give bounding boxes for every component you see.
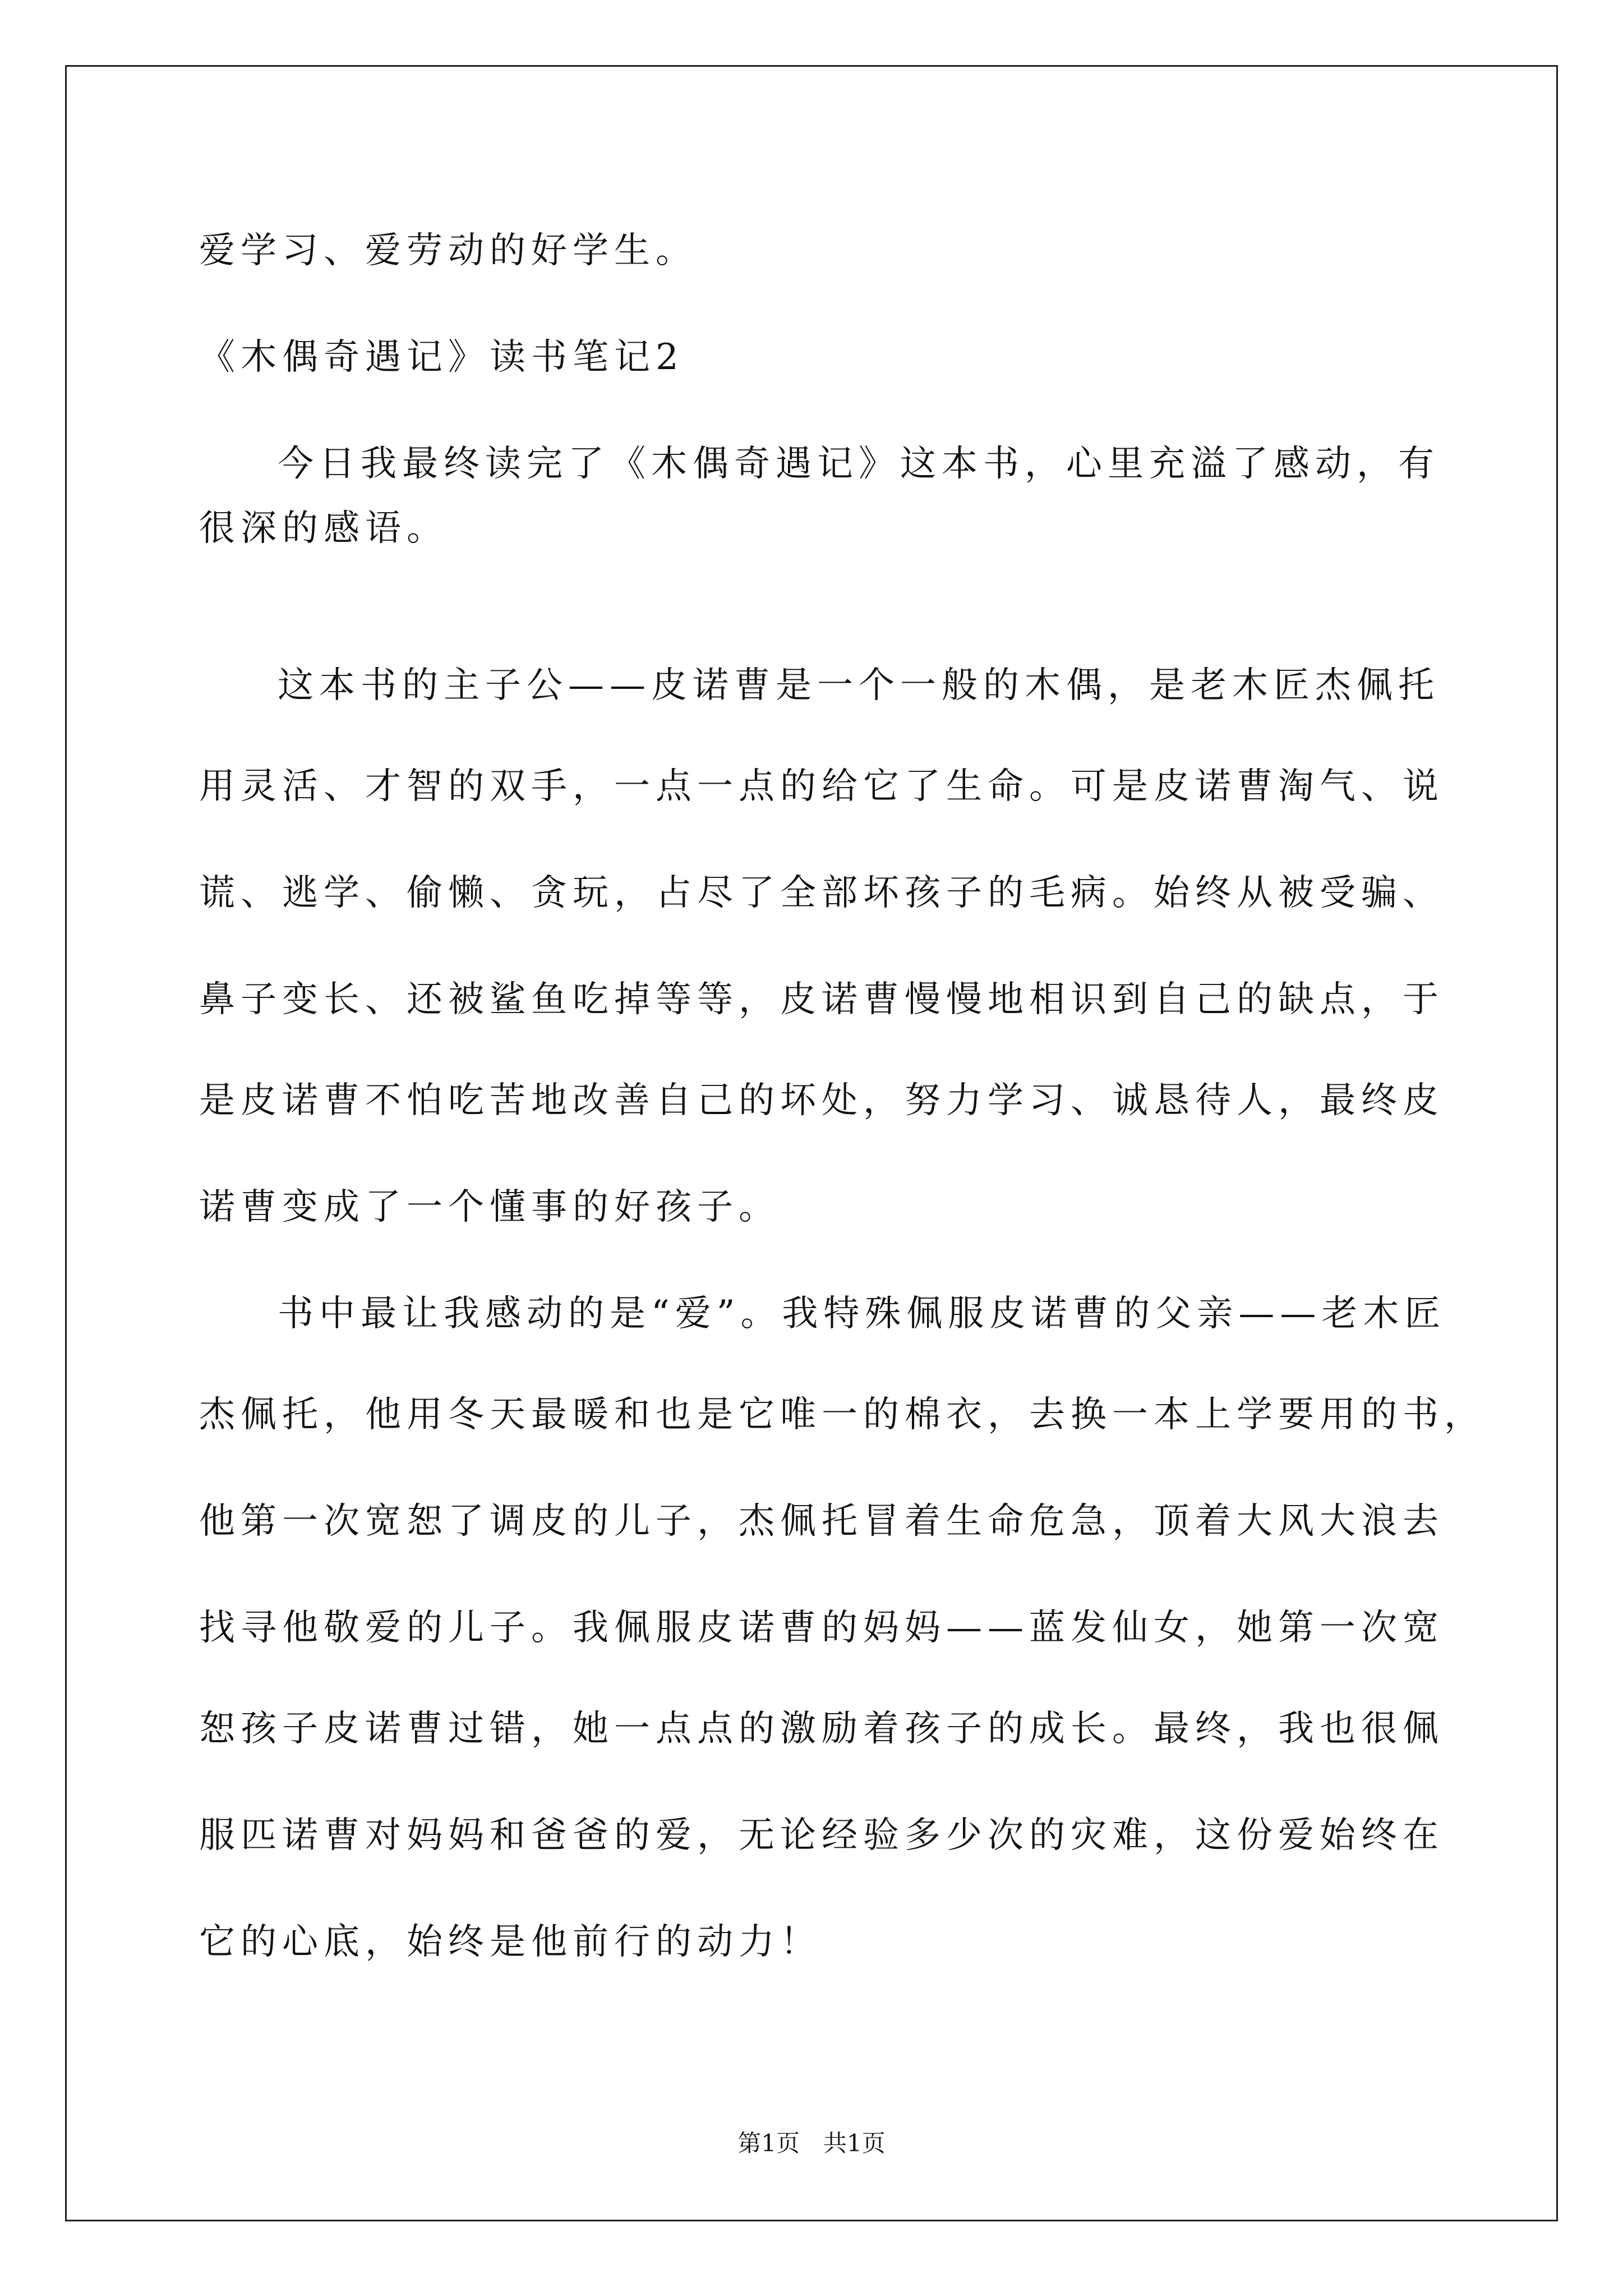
text-line: 很深的感语。 (199, 508, 448, 549)
text-line: 诺曹变成了一个懂事的好孩子。 (199, 1186, 780, 1228)
page-footer: 第1页 共1页 (737, 2129, 886, 2157)
text-line: 谎、逃学、偷懒、贪玩，占尽了全部坏孩子的毛病。始终从被受骗、 (199, 872, 1444, 914)
page-border (65, 65, 1558, 2221)
text-line: 今日我最终读完了《木偶奇遇记》这本书，心里充溢了感动，有 (278, 443, 1440, 485)
text-line: 找寻他敬爱的儿子。我佩服皮诺曹的妈妈——蓝发仙女，她第一次宽 (199, 1607, 1444, 1649)
text-line: 爱学习、爱劳动的好学生。 (199, 230, 697, 272)
text-line: 他第一次宽恕了调皮的儿子，杰佩托冒着生命危急，顶着大风大浪去 (199, 1501, 1444, 1542)
text-line: 是皮诺曹不怕吃苦地改善自己的坏处，努力学习、诚恳待人，最终皮 (199, 1080, 1444, 1121)
text-line: 服匹诺曹对妈妈和爸爸的爱，无论经验多少次的灾难，这份爱始终在 (199, 1815, 1444, 1856)
text-line: 恕孩子皮诺曹过错，她一点点的激励着孩子的成长。最终，我也很佩 (199, 1708, 1444, 1750)
text-line: 鼻子变长、还被鲨鱼吃掉等等，皮诺曹慢慢地相识到自己的缺点，于 (199, 979, 1444, 1020)
text-line: 书中最让我感动的是“爱”。我特殊佩服皮诺曹的父亲——老木匠 (278, 1293, 1446, 1335)
text-line: 它的心底，始终是他前行的动力！ (199, 1921, 822, 1963)
section-heading: 《木偶奇遇记》读书笔记2 (199, 337, 684, 378)
text-line: 杰佩托，他用冬天最暖和也是它唯一的棉衣，去换一本上学要用的书， (199, 1394, 1486, 1435)
text-line: 这本书的主子公——皮诺曹是一个一般的木偶，是老木匠杰佩托 (278, 665, 1440, 706)
text-line: 用灵活、才智的双手，一点一点的给它了生命。可是皮诺曹淘气、说 (199, 766, 1444, 807)
